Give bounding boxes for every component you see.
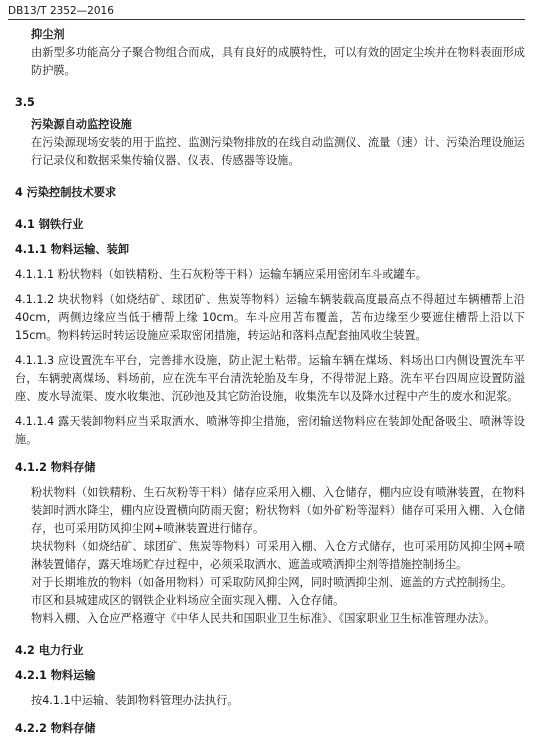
clause-4-1-1-1: 4.1.1.1 粉状物料（如铁精粉、生石灰粉等干料）运输车辆应采用密闭车斗或罐车。: [15, 268, 427, 281]
paragraph-long-term-storage: 对于长期堆放的物料（如备用物料）可采取防风抑尘网，同时喷洒抑尘剂、遮盖的方式控制扬尘。: [31, 576, 513, 589]
section-heading-4-2-1: 4.2.1 物料运输: [15, 669, 96, 682]
paragraph-lump-storage: 块状物料（如烧结矿、球团矿、焦炭等物料）可采用入棚、入仓方式储存，也可采用防风抑尘网+喷淋装置储存，露天堆场贮存过程中，必须采取洒水、遮盖或喷洒抑尘剂等措施控制扬尘。: [31, 540, 525, 571]
term-title-dust-suppressant: 抑尘剂: [31, 28, 65, 41]
section-heading-4-1-1: 4.1.1 物料运输、装卸: [15, 243, 130, 256]
document-body: [15, 26, 525, 738]
term-definition-dust-suppressant: 由新型多功能高分子聚合物组合而成，具有良好的成膜特性，可以有效的固定尘埃并在物料表面形成防护膜。: [31, 46, 525, 77]
standard-code: DB13/T 2352—2016: [8, 5, 114, 17]
term-title-monitoring: 污染源自动监控设施: [31, 118, 132, 131]
section-number-3-5: 3.5: [15, 96, 35, 109]
section-heading-4-1: 4.1 钢铁行业: [15, 218, 84, 231]
section-heading-4-2-2: 4.2.2 物料存储: [15, 722, 96, 735]
clause-4-1-1-2: 4.1.1.2 块状物料（如烧结矿、球团矿、焦炭等物料）运输车辆装载高度最高点不得超过车辆槽帮上沿 40cm，两侧边缘应当低于槽帮上缘 10cm。车斗应用苫布覆盖，苫布边缘至少要遮住槽帮上沿以下 15cm。物料转运时转运设施应采取密闭措施，转运站和落料点配套抽风收尘装置。: [15, 293, 525, 342]
term-definition-monitoring: 在污染源现场安装的用于监控、监测污染物排放的在线自动监测仪、流量（速）计、污染治理设施运行记录仪和数据采集传输仪器、仪表、传感器等设施。: [31, 136, 525, 167]
paragraph-occupational-health: 物料入棚、入仓应严格遵守《中华人民共和国职业卫生标准》、《国家职业卫生标准管理办法》。: [31, 612, 496, 625]
section-heading-4-2: 4.2 电力行业: [15, 644, 84, 657]
clause-4-1-1-3: 4.1.1.3 应设置洗车平台，完善排水设施，防止泥土粘带。运输车辆在煤场、料场出口内侧设置洗车平台，车辆驶离煤场、料场前，应在洗车平台清洗轮胎及车身，不得带泥上路。洗车平台四周应设置防溢座、废水导流渠、废水收集池、沉砂池及其它防治设施，收集洗车以及降水过程中产生的废水和泥浆。: [15, 354, 525, 403]
paragraph-transport-reference: 按4.1.1中运输、装卸物料管理办法执行。: [31, 694, 239, 707]
clause-4-1-1-4: 4.1.1.4 露天装卸物料应当采取洒水、喷淋等抑尘措施，密闭输送物料应在装卸处配备吸尘、喷淋等设施。: [15, 415, 525, 446]
paragraph-urban-storage: 市区和县城建成区的钢铁企业料场应全面实现入棚、入仓存储。: [31, 594, 345, 607]
section-heading-4: 4 污染控制技术要求: [15, 186, 117, 199]
section-heading-4-1-2: 4.1.2 物料存储: [15, 461, 96, 474]
paragraph-powder-storage: 粉状物料（如铁精粉、生石灰粉等干料）储存应采用入棚、入仓储存，棚内应设有喷淋装置，在物料装卸时洒水降尘，棚内应设置横向防雨天窗；粉状物料（如外矿粉等湿料）储存可采用入棚、入仓储存，也可采用防风抑尘网+喷淋装置进行储存。: [31, 486, 525, 535]
document-header: [8, 4, 525, 20]
